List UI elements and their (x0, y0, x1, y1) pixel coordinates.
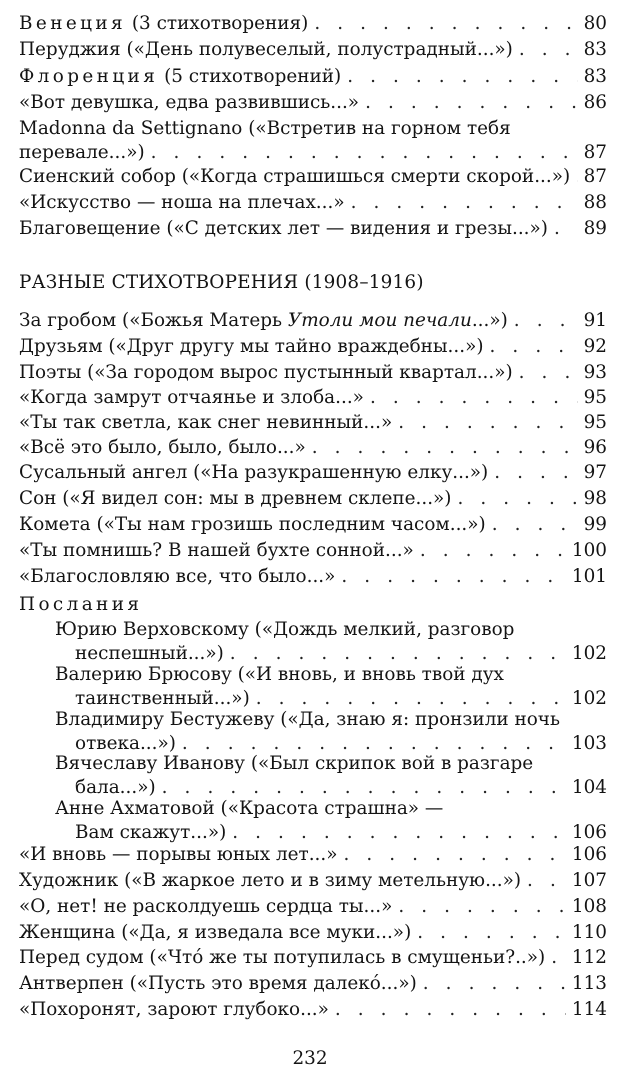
page-ref: 95 (583, 387, 607, 408)
entry-title: «Похоронят, зароют глубоко...» (19, 999, 329, 1020)
italic-phrase: Утоли мои печали (287, 310, 472, 331)
section-heading: РАЗНЫЕ СТИХОТВОРЕНИЯ (1908–1916) (19, 272, 424, 293)
page-ref: 92 (583, 336, 607, 357)
dot-leader (314, 12, 577, 36)
entry-title-continued: бала...») (75, 777, 156, 798)
dot-leader (151, 141, 578, 165)
dot-leader (457, 487, 577, 511)
dot-leader (312, 436, 578, 460)
toc-entry (19, 165, 607, 189)
group-label: Послания (19, 594, 143, 615)
dot-leader (365, 91, 578, 115)
page-ref: 113 (571, 973, 607, 994)
entry-title: За гробом («Божья Матерь Утоли мои печали...») (19, 310, 508, 331)
entry-title: Друзьям («Друг другу мы тайно враждебны...») (19, 336, 484, 357)
entry-title: Женщина («Да, я изведала все муки...») (19, 922, 412, 943)
dot-leader (232, 821, 566, 845)
entry-title: Поэты («За городом вырос пустынный квартал...») (19, 362, 513, 383)
entry-title: «Ты помнишь? В нашей бухте сонной...» (19, 540, 414, 561)
page-ref: 89 (583, 218, 607, 239)
entry-title: Венеция (3 стихотворения) (19, 13, 309, 34)
toc-entry (19, 843, 607, 867)
entry-title: Владимиру Бестужеву («Да, знаю я: пронзили ночь (55, 709, 560, 730)
entry-title: Madonna da Settignano («Встретив на горном тебя (19, 118, 511, 139)
entry-title: Валерию Брюсову («И вновь, и вновь твой дух (55, 664, 504, 685)
dot-leader (423, 972, 566, 996)
toc-entry (19, 91, 607, 115)
toc-entry (19, 335, 607, 359)
entry-title: «Искусство — ноша на плечах...» (19, 192, 345, 213)
page-ref: 87 (583, 142, 607, 163)
page-ref: 98 (583, 488, 607, 509)
dot-leader (492, 513, 578, 537)
page-ref: 83 (583, 39, 607, 60)
page-ref: 103 (571, 733, 607, 754)
toc-entry (19, 461, 607, 485)
dot-leader (554, 217, 578, 241)
toc-entry (19, 191, 607, 215)
toc-entry (19, 565, 607, 589)
entry-title-continued: перевале...») (19, 142, 145, 163)
toc-entry (19, 217, 607, 241)
entry-title: Флоренция (5 стихотворений) (19, 66, 342, 87)
page-ref: 83 (583, 66, 607, 87)
toc-entry (19, 38, 607, 62)
page-ref: 96 (583, 437, 607, 458)
toc-entry (19, 117, 607, 165)
dot-leader (551, 946, 566, 970)
entry-title-continued: неспешный...») (75, 643, 224, 664)
dot-leader (398, 411, 577, 435)
entry-title: Благовещение («С детских лет — видения и грезы...») (19, 218, 548, 239)
toc-entry (19, 436, 607, 460)
toc-subentry (55, 708, 607, 756)
page-ref: 101 (571, 566, 607, 587)
dot-leader (341, 565, 565, 589)
entry-title-continued: Вам скажут...») (75, 822, 227, 843)
page-ref: 106 (571, 822, 607, 843)
entry-title-continued: отвека...») (75, 733, 176, 754)
dot-leader (494, 461, 577, 485)
dot-leader (576, 165, 577, 189)
toc-entry (19, 895, 607, 919)
toc-subentry (55, 618, 607, 666)
entry-title: Художник («В жаркое лето и в зиму метельную...») (19, 870, 522, 891)
dot-leader (335, 998, 566, 1022)
toc-entry (19, 12, 607, 36)
dot-leader (417, 921, 566, 945)
page-ref: 93 (583, 362, 607, 383)
toc-entry (19, 921, 607, 945)
toc-entry (19, 411, 607, 435)
dot-leader (514, 309, 578, 333)
page-ref: 110 (571, 922, 607, 943)
entry-title: Антверпен («Пусть это время далеко́...») (19, 973, 417, 994)
page-ref: 107 (571, 870, 607, 891)
entry-title: «О, нет! не расколдуешь сердца ты...» (19, 896, 393, 917)
entry-title: «Благословляю все, что было...» (19, 566, 336, 587)
toc-entry (19, 998, 607, 1022)
entry-title: «Всё это было, было, было...» (19, 437, 306, 458)
dot-leader (519, 38, 578, 62)
page-ref: 91 (583, 310, 607, 331)
dot-leader (420, 539, 566, 563)
toc-subentry (55, 663, 607, 711)
page-ref: 112 (571, 947, 607, 968)
entry-title: Перуджия («День полувеселый, полустрадный...») (19, 39, 513, 60)
page-ref: 106 (571, 844, 607, 865)
toc-entry (19, 869, 607, 893)
entry-title: Вячеславу Иванову («Был скрипок вой в разгаре (55, 753, 534, 774)
page-ref: 80 (583, 13, 607, 34)
dot-leader (344, 843, 566, 867)
dot-leader (370, 386, 578, 410)
entry-title: Комета («Ты нам грозишь последним часом...») (19, 514, 486, 535)
entry-title: Анне Ахматовой («Красота страшна» — (55, 798, 444, 819)
toc-entry (19, 972, 607, 996)
page-ref: 97 (583, 462, 607, 483)
toc-entry (19, 309, 607, 333)
entry-title: Сусальный ангел («На разукрашенную елку...») (19, 462, 489, 483)
dot-leader (398, 895, 566, 919)
page-ref: 99 (583, 514, 607, 535)
page-ref: 102 (571, 643, 607, 664)
toc-entry (19, 361, 607, 385)
toc-entry (19, 386, 607, 410)
toc-subentry (55, 797, 607, 845)
dot-leader (347, 65, 577, 89)
toc-entry (19, 513, 607, 537)
toc-entry (19, 65, 607, 89)
entry-title: «Вот девушка, едва развившись...» (19, 92, 360, 113)
entry-title: Сон («Я видел сон: мы в древнем склепе...») (19, 488, 452, 509)
dot-leader (519, 361, 578, 385)
page-number: 232 (292, 1048, 328, 1069)
entry-title: Юрию Верховскому («Дождь мелкий, разговор (55, 619, 515, 640)
dot-leader (527, 869, 566, 893)
page-ref: 100 (571, 540, 607, 561)
toc-entry (19, 946, 607, 970)
dot-leader (490, 335, 578, 359)
toc-entry (19, 539, 607, 563)
page-ref: 108 (571, 896, 607, 917)
page-ref: 95 (583, 412, 607, 433)
entry-title: Перед судом («Что́ же ты потупилась в смущеньи?..») (19, 947, 546, 968)
entry-title: Сиенский собор («Когда страшишься смерти скорой...») (19, 166, 571, 187)
entry-title: «И вновь — порывы юных лет...» (19, 844, 338, 865)
toc-subentry (55, 752, 607, 800)
entry-title: «Когда замрут отчаянье и злоба...» (19, 387, 364, 408)
page-ref: 88 (583, 192, 607, 213)
entry-title-continued: таинственный...») (75, 688, 250, 709)
page-ref: 104 (571, 777, 607, 798)
toc-entry (19, 487, 607, 511)
page-ref: 102 (571, 688, 607, 709)
page-ref: 87 (583, 166, 607, 187)
entry-title: «Ты так светла, как снег невинный...» (19, 412, 393, 433)
dot-leader (351, 191, 578, 215)
page-ref: 114 (571, 999, 607, 1020)
page-ref: 86 (583, 92, 607, 113)
